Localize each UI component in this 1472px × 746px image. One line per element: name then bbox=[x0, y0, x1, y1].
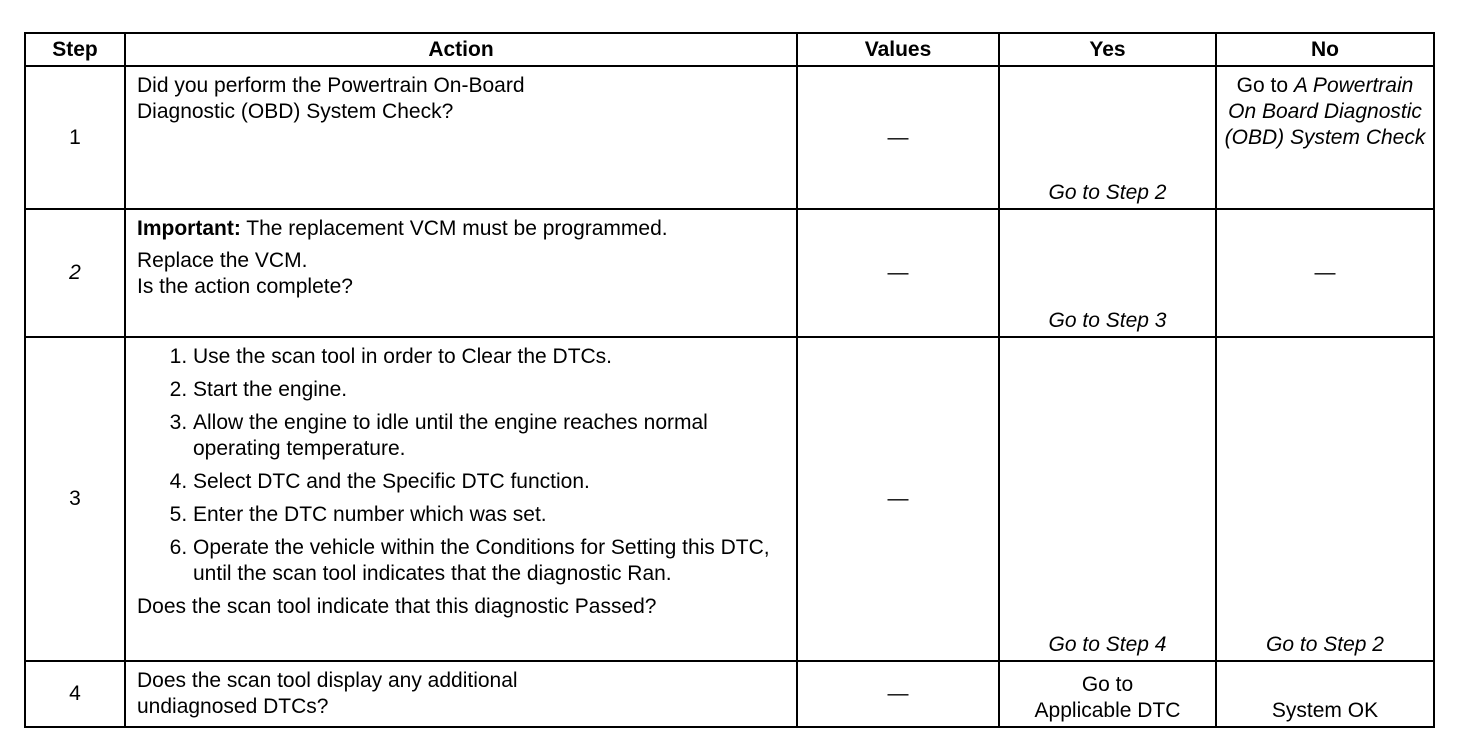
header-yes: Yes bbox=[999, 33, 1216, 66]
no-cell bbox=[1216, 66, 1434, 209]
header-step: Step bbox=[25, 33, 125, 66]
header-row bbox=[25, 33, 1434, 66]
action-line: Diagnostic (OBD) System Check? bbox=[137, 100, 454, 123]
step-number: 3 bbox=[25, 337, 125, 661]
important-label: Important: bbox=[137, 217, 241, 240]
action-cell bbox=[125, 337, 797, 661]
list-item: 1. Use the scan tool in order to Clear the DTCs. bbox=[193, 344, 786, 370]
yes-cell: Go to Step 2 bbox=[999, 66, 1216, 209]
action-line: Does the scan tool display any additional bbox=[137, 669, 518, 692]
yes-line: Go to bbox=[1081, 673, 1134, 696]
table-row bbox=[25, 337, 1434, 661]
no-cell: Go to Step 2 bbox=[1216, 337, 1434, 661]
list-item: 6. Operate the vehicle within the Conditions for Setting this DTC, until the scan tool indicates that the diagnostic Ran. bbox=[193, 535, 786, 587]
step-number: 4 bbox=[25, 661, 125, 727]
list-item: 4. Select DTC and the Specific DTC function. bbox=[193, 469, 786, 495]
action-line: Did you perform the Powertrain On-Board bbox=[137, 74, 525, 97]
table-row bbox=[25, 661, 1434, 727]
yes-cell: Go to Step 4 bbox=[999, 337, 1216, 661]
action-line: Is the action complete? bbox=[137, 275, 353, 298]
list-item: 5. Enter the DTC number which was set. bbox=[193, 502, 786, 528]
no-prefix: Go to bbox=[1236, 74, 1294, 97]
step-number: 1 bbox=[25, 66, 125, 209]
values-cell: — bbox=[797, 337, 999, 661]
action-question: Does the scan tool indicate that this diagnostic Passed? bbox=[137, 595, 657, 618]
action-line: Replace the VCM. bbox=[137, 249, 308, 272]
values-cell: — bbox=[797, 661, 999, 727]
important-note bbox=[137, 216, 786, 242]
table-row bbox=[25, 66, 1434, 209]
action-cell bbox=[125, 66, 797, 209]
yes-cell bbox=[999, 661, 1216, 727]
header-no: No bbox=[1216, 33, 1434, 66]
values-cell: — bbox=[797, 209, 999, 337]
important-text: The replacement VCM must be programmed. bbox=[240, 217, 668, 240]
values-cell: — bbox=[797, 66, 999, 209]
diagnostic-table bbox=[24, 32, 1435, 728]
yes-line: Applicable DTC bbox=[1034, 699, 1181, 722]
action-line: undiagnosed DTCs? bbox=[137, 695, 329, 718]
no-cell: System OK bbox=[1216, 661, 1434, 727]
table-row bbox=[25, 209, 1434, 337]
step-number: 2 bbox=[25, 209, 125, 337]
action-cell bbox=[125, 661, 797, 727]
no-cell: — bbox=[1216, 209, 1434, 337]
list-item: 3. Allow the engine to idle until the engine reaches normal operating temperature. bbox=[193, 410, 786, 462]
no-reference: A Powertrain On Board Diagnostic (OBD) System Check bbox=[1224, 74, 1426, 149]
procedure-list bbox=[137, 344, 786, 587]
header-values: Values bbox=[797, 33, 999, 66]
list-item: 2. Start the engine. bbox=[193, 377, 786, 403]
yes-cell: Go to Step 3 bbox=[999, 209, 1216, 337]
header-action: Action bbox=[125, 33, 797, 66]
action-cell bbox=[125, 209, 797, 337]
